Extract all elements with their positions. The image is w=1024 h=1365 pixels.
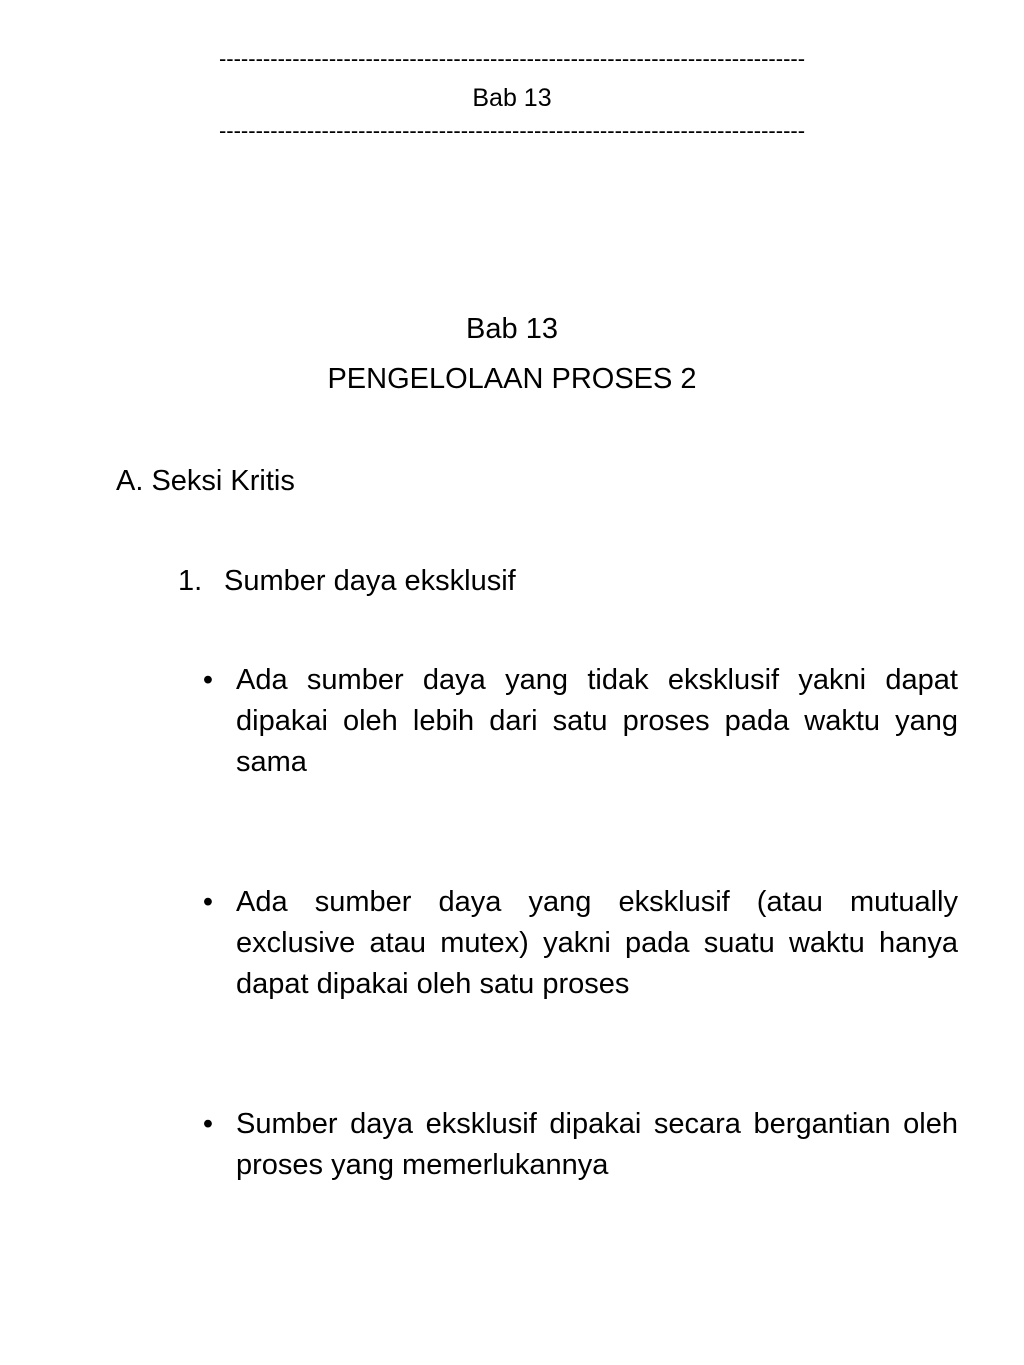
chapter-number: Bab 13 <box>466 313 558 345</box>
subsection-title: Sumber daya eksklusif <box>224 565 516 597</box>
bullet-item <box>198 882 958 1005</box>
bullet-text: Sumber daya eksklusif dipakai secara bergantian oleh proses yang memerlukannya <box>236 1108 958 1181</box>
bullet-text: Ada sumber daya yang tidak eksklusif yakni dapat dipakai oleh lebih dari satu proses pada waktu yang sama <box>236 664 958 778</box>
header-rule-bottom: -------------------------------------------------------------------------------- <box>218 118 806 143</box>
bullet-item <box>198 1104 958 1186</box>
bullet-icon: • <box>202 886 214 918</box>
bullet-icon: • <box>202 1108 214 1140</box>
bullet-list <box>198 660 958 1285</box>
bullet-text: Ada sumber daya yang eksklusif (atau mutually exclusive atau mutex) yakni pada suatu waktu hanya dapat dipakai oleh satu proses <box>236 886 958 1000</box>
bullet-icon: • <box>202 664 214 696</box>
section-heading: A. Seksi Kritis <box>116 465 295 497</box>
subsection-heading <box>178 564 516 598</box>
bullet-item <box>198 660 958 783</box>
header-title: Bab 13 <box>472 84 552 112</box>
header-rule-top: -------------------------------------------------------------------------------- <box>218 46 806 71</box>
chapter-title: PENGELOLAAN PROSES 2 <box>327 363 697 395</box>
subsection-number: 1. <box>178 565 203 597</box>
